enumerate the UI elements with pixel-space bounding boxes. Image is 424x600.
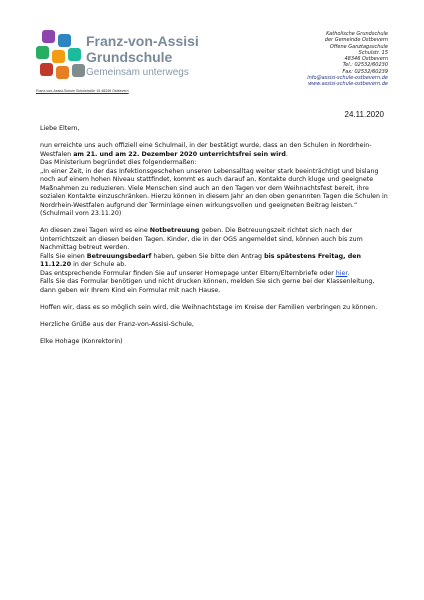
logo-tile <box>56 66 69 79</box>
text-span: An diesen zwei Tagen wird es eine <box>40 227 150 234</box>
logo-tile <box>58 34 71 47</box>
text-span: nun erreichte uns auch offiziell eine Schulmail, in der bestätigt wurde, dass an den Schulen in Nordrhein-Westfalen <box>40 142 372 158</box>
paragraph-intro <box>40 142 392 159</box>
paragraph-print: Falls Sie das Formular benötigen und nicht drucken können, melden Sie sich gerne bei der Klassenleitung, dann geben wir Ihrem Kind ein Formular mit nach Hause. <box>40 278 375 294</box>
paragraph-wish: Hoffen wir, dass es so möglich sein wird, die Weihnachtstage im Kreise der Familien verbringen zu können. <box>40 303 378 311</box>
bold-betreuungsbedarf: Betreuungsbedarf <box>86 252 152 260</box>
paragraph-ministry: Das Ministerium begründet dies folgendermaßen: <box>40 159 197 166</box>
text-span: in der Schule ab. <box>71 261 127 268</box>
letter-date: 24.11.2020 <box>344 110 384 119</box>
address-line: Fax: 02532/60239 <box>342 68 388 75</box>
school-tagline: Gemeinsam unterwegs <box>86 67 189 78</box>
paragraph-formular <box>40 270 392 279</box>
logo-tile <box>68 48 81 61</box>
paragraph-notbetreuung <box>40 227 392 253</box>
text-span: . <box>347 269 350 277</box>
text-span: . <box>285 150 288 158</box>
school-name-line1: Franz-von-Assisi <box>86 33 199 49</box>
ministry-quote: „In einer Zeit, in der das Infektionsgeschehen unseren Lebensalltag weiter stark beeinträchtigt und bislang noch auf einem hohen Niveau stattfindet, kommt es auch darauf an, Kontakte durch kluge und geeignete Maßnahmen zu reduzieren. Viele Menschen sind auch an den Tagen vor dem Weihnachtsfest bereit, ihre sozialen Kontakte einzuschränken. Hierzu können in diesem Jahr an den oben genannten Tagen die Schulen in Nordrhein-Westfalen aufgrund der Terminlage einen wirkungsvollen und geeigneten Beitrag leisten.“ (Schulmail vom 23.11.20) <box>40 167 388 217</box>
closing: Herzliche Grüße aus der Franz-von-Assisi-Schule, <box>40 320 194 328</box>
text-span: geben. Die Betreuungszeit richtet sich nach der Unterrichtszeit an diesen beiden Tagen. Kinder, die in der OGS angemeldet sind, können auch bis zum Nachmittag betreut werden. <box>40 227 363 251</box>
logo-tile <box>72 64 85 77</box>
bold-dates: am 21. und am 22. Dezember 2020 unterrichtsfrei sein wird <box>73 150 286 158</box>
text-span: Falls Sie einen <box>40 252 87 260</box>
sender-line: Franz-von-Assisi-Schule Schulstraße 15 48346 Ostbevern <box>36 89 129 93</box>
address-email[interactable]: info@assisi-schule-ostbevern.de <box>307 75 388 82</box>
paragraph-antrag <box>40 253 392 270</box>
address-line: Tel.: 02532/60230 <box>342 62 388 69</box>
bold-deadline: bis spätestens Freitag, den 11.12.20 <box>40 252 361 268</box>
address-line: Offene Ganztagsschule <box>329 43 388 50</box>
address-line: Schulstr. 15 <box>358 49 388 56</box>
address-line: 48346 Ostbevern <box>344 56 388 63</box>
school-name-block <box>86 33 199 79</box>
school-address <box>307 31 388 88</box>
bold-notbetreuung: Notbetreuung <box>149 227 200 234</box>
signature: Elke Hohage (Konrektorin) <box>40 337 123 345</box>
form-link[interactable]: hier <box>335 269 348 277</box>
logo-tile <box>36 46 49 59</box>
address-line: der Gemeinde Ostbevern <box>324 37 388 44</box>
letter-body <box>40 125 392 346</box>
logo-tile <box>42 30 55 43</box>
text-span: haben, geben Sie bitte den Antrag <box>151 252 265 260</box>
address-line: Katholische Grundschule <box>326 31 388 37</box>
logo-tile <box>40 63 53 76</box>
school-name-line2: Grundschule <box>86 49 173 65</box>
salutation: Liebe Eltern, <box>40 125 80 132</box>
text-span: Das entsprechende Formular finden Sie auf unserer Homepage unter Eltern/Elternbriefe oder <box>40 269 336 277</box>
address-website[interactable]: www.assisi-schule-ostbevern.de <box>308 81 388 88</box>
logo-tile <box>52 50 65 63</box>
